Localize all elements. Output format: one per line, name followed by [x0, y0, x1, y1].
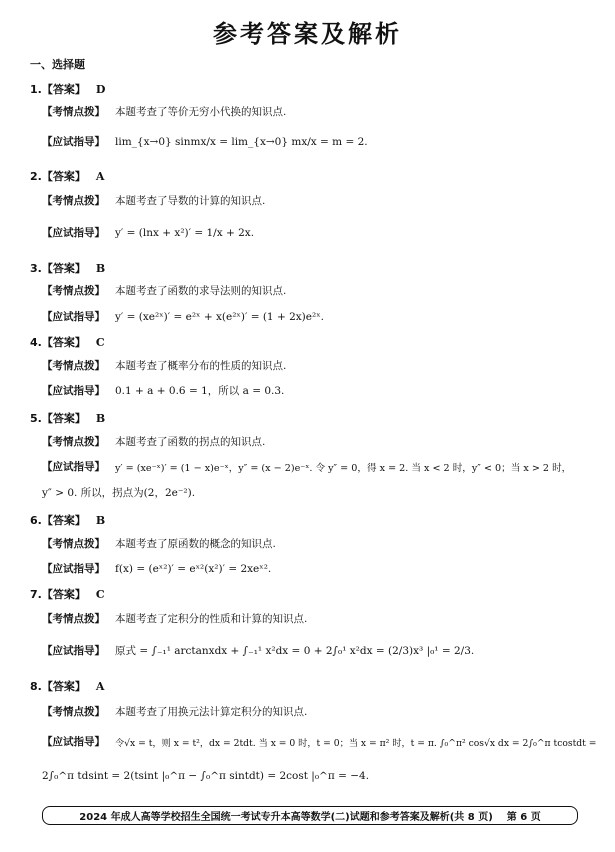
- footer-text: 2024 年成人高等学校招生全国统一考试专升本高等数学(二)试题和参考答案及解析(共 8 页): [79, 812, 493, 823]
- question-5-guide: 【应试指导】 y′ = (xe⁻ˣ)′ = (1 − x)e⁻ˣ，y″ = (x − 2)e⁻ˣ. 令 y″ = 0，得 x = 2. 当 x < 2 时，y″ < 0；当 x > 2 时，: [42, 461, 572, 474]
- answer-value: B: [95, 262, 106, 275]
- question-1-guide: 【应试指导】 lim_{x→0} sinmx/x = lim_{x→0} mx/x = m = 2.: [42, 135, 368, 148]
- question-4-answer: 4.【答案】 C: [30, 336, 105, 349]
- question-4-point: 【考情点拨】 本题考查了概率分布的性质的知识点.: [42, 360, 287, 372]
- question-3-point: 【考情点拨】 本题考查了函数的求导法则的知识点.: [42, 285, 287, 297]
- footer-page-number: 第 6 页: [506, 812, 541, 823]
- question-4-guide: 【应试指导】 0.1 + a + 0.6 = 1，所以 a = 0.3.: [42, 385, 285, 397]
- answer-value: A: [95, 170, 105, 183]
- question-8-guide-cont: 2∫₀^π tdsint = 2(tsint |₀^π − ∫₀^π sintdt) = 2cost |₀^π = −4.: [42, 770, 370, 782]
- question-number: 2.: [30, 170, 42, 183]
- question-8-answer: 8.【答案】 A: [30, 680, 105, 693]
- question-7-answer: 7.【答案】 C: [30, 588, 105, 601]
- question-2-answer: 2.【答案】 A: [30, 170, 105, 183]
- answer-value: B: [95, 412, 106, 425]
- question-1-answer: 1.【答案】 D: [30, 83, 106, 96]
- question-2-guide: 【应试指导】 y′ = (lnx + x²)′ = 1/x + 2x.: [42, 226, 255, 239]
- question-5-answer: 5.【答案】 B: [30, 412, 106, 425]
- answer-value: A: [95, 680, 105, 693]
- answer-value: D: [95, 83, 106, 96]
- question-6-answer: 6.【答案】 B: [30, 514, 106, 527]
- question-number: 5.: [30, 412, 42, 425]
- question-number: 3.: [30, 262, 42, 275]
- question-number: 6.: [30, 514, 42, 527]
- page-title: 参考答案及解析: [213, 19, 402, 48]
- question-3-guide: 【应试指导】 y′ = (xe²ˣ)′ = e²ˣ + x(e²ˣ)′ = (1 + 2x)e²ˣ.: [42, 310, 324, 323]
- question-number: 7.: [30, 588, 42, 601]
- section-heading: 一、选择题: [30, 58, 85, 71]
- question-2-point: 【考情点拨】 本题考查了导数的计算的知识点.: [42, 195, 266, 207]
- answer-value: B: [95, 514, 106, 527]
- answer-value: C: [95, 588, 105, 601]
- answer-value: C: [95, 336, 105, 349]
- page-footer: [42, 806, 578, 825]
- question-1-point: 【考情点拨】 本题考查了等价无穷小代换的知识点.: [42, 106, 287, 118]
- question-6-point: 【考情点拨】 本题考查了原函数的概念的知识点.: [42, 538, 276, 550]
- question-number: 4.: [30, 336, 42, 349]
- question-6-guide: 【应试指导】 f(x) = (eˣ²)′ = eˣ²(x²)′ = 2xeˣ².: [42, 562, 272, 575]
- question-5-point: 【考情点拨】 本题考查了函数的拐点的知识点.: [42, 436, 266, 448]
- question-number: 1.: [30, 83, 42, 96]
- question-7-point: 【考情点拨】 本题考查了定积分的性质和计算的知识点.: [42, 613, 308, 625]
- question-8-guide: 【应试指导】 令√x = t，则 x = t²，dx = 2tdt. 当 x = 0 时，t = 0；当 x = π² 时，t = π. ∫₀^π² cos√x dx = 2∫₀^π tcostdt =: [42, 736, 597, 749]
- question-number: 8.: [30, 680, 42, 693]
- question-3-answer: 3.【答案】 B: [30, 262, 106, 275]
- question-8-point: 【考情点拨】 本题考查了用换元法计算定积分的知识点.: [42, 706, 308, 718]
- question-7-guide: 【应试指导】 原式 = ∫₋₁¹ arctanxdx + ∫₋₁¹ x²dx = 0 + 2∫₀¹ x²dx = (2/3)x³ |₀¹ = 2/3.: [42, 645, 475, 657]
- question-5-guide-cont: y″ > 0. 所以，拐点为(2，2e⁻²).: [42, 487, 196, 499]
